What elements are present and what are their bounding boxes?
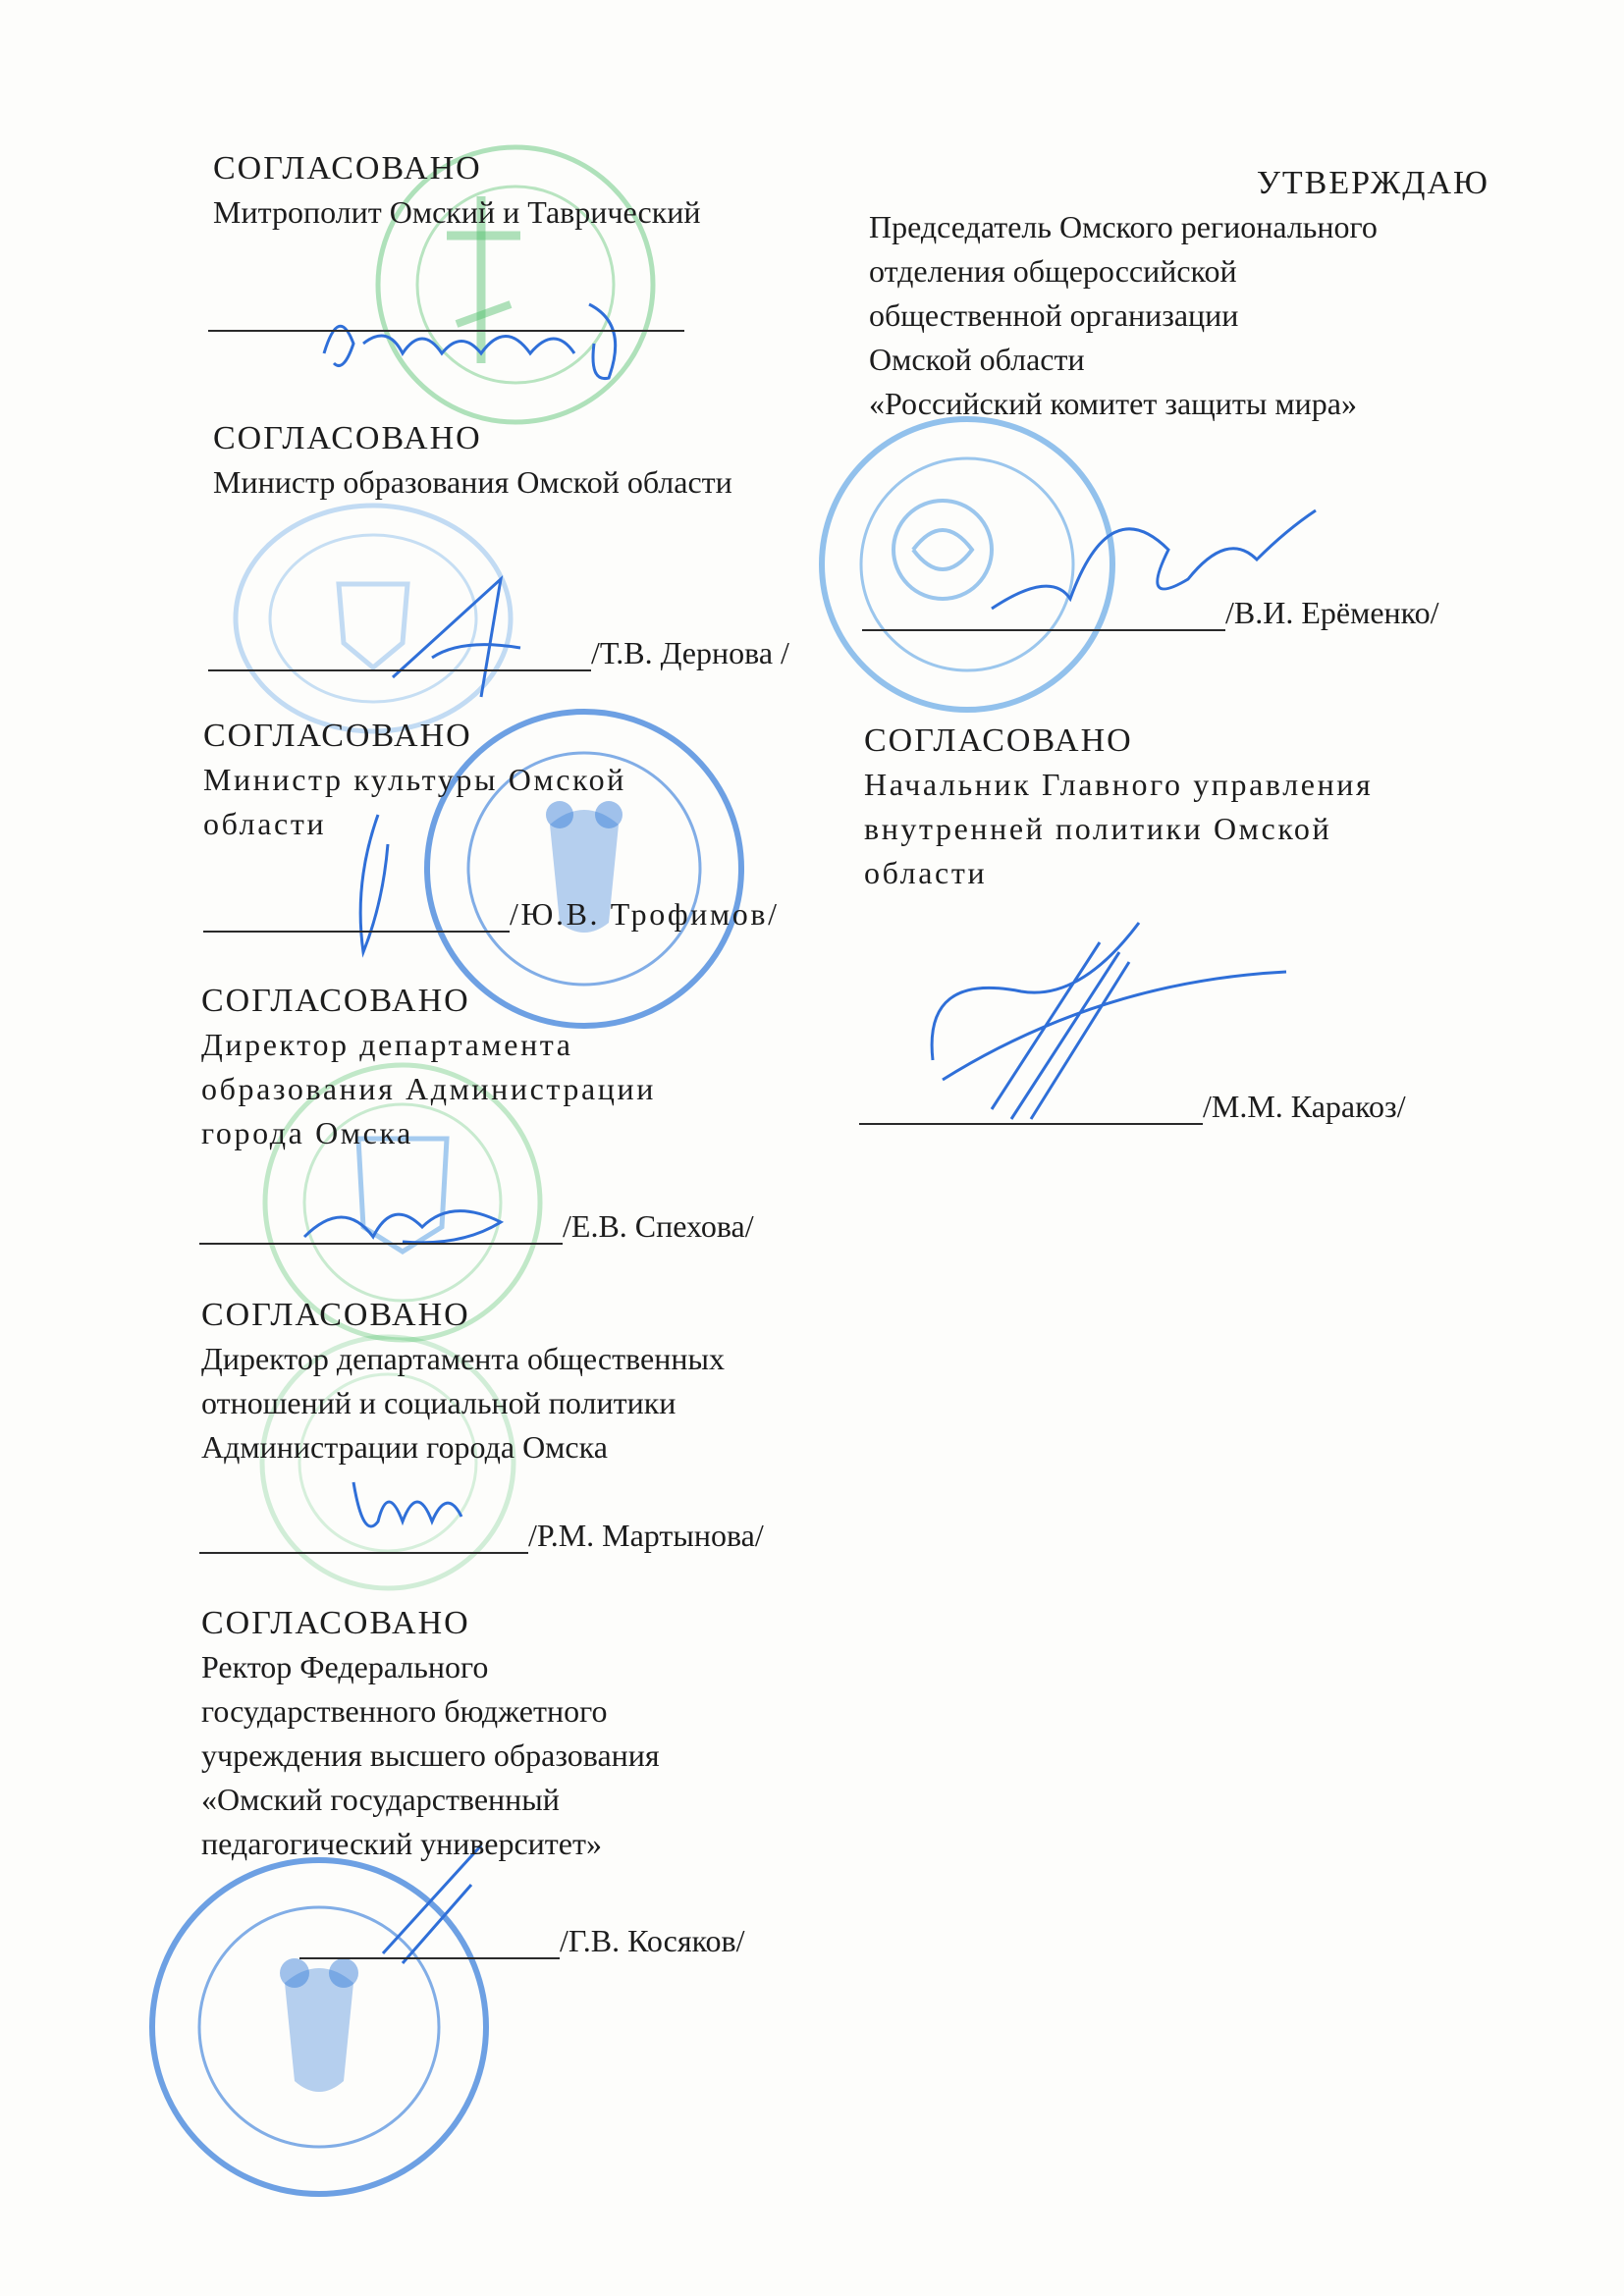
signer-name: /М.М. Каракоз/: [1203, 1089, 1406, 1124]
block-heading: СОГЛАСОВАНО: [201, 1297, 470, 1333]
signature-line-culture-minister: [203, 895, 780, 933]
approval-block-culture-minister: [203, 715, 626, 846]
signer-position: Директор департамента: [201, 1027, 573, 1062]
signer-position: Председатель Омского регионального: [869, 209, 1378, 244]
signature-underline: [208, 329, 684, 332]
signature-underline: [299, 1956, 560, 1959]
signer-position: Митрополит Омский и Таврический: [213, 194, 701, 230]
block-heading: СОГЛАСОВАНО: [203, 718, 472, 754]
signer-name: /Е.В. Спехова/: [563, 1208, 754, 1244]
signature-underline: [199, 1242, 563, 1245]
signer-position: «Российский комитет защиты мира»: [869, 386, 1357, 421]
approval-block-social-policy-department: [201, 1294, 725, 1469]
signature-underline: [859, 1122, 1203, 1125]
signer-position: Министр образования Омской области: [213, 464, 732, 500]
signer-position: Администрации города Омска: [201, 1429, 608, 1465]
block-heading: СОГЛАСОВАНО: [864, 722, 1133, 759]
signer-position: Ректор Федерального: [201, 1649, 489, 1684]
signer-name: /Ю.В. Трофимов/: [510, 896, 780, 932]
signer-position: государственного бюджетного: [201, 1693, 608, 1729]
approval-block-metropolitan: [213, 147, 701, 235]
signature-line-internal-policy: [859, 1088, 1406, 1125]
block-heading: СОГЛАСОВАНО: [201, 1605, 470, 1641]
signer-position: учреждения высшего образования: [201, 1737, 660, 1773]
signer-name: /Г.В. Косяков/: [560, 1923, 745, 1958]
signature-line-education-minister: [208, 634, 789, 671]
block-heading: СОГЛАСОВАНО: [213, 150, 482, 187]
signer-position: Омской области: [869, 342, 1085, 377]
block-heading: УТВЕРЖДАЮ: [1256, 165, 1489, 201]
signer-position: внутренней политики Омской: [864, 811, 1332, 846]
signer-position: Министр культуры Омской: [203, 762, 626, 797]
approval-block-internal-policy: [864, 720, 1373, 895]
approval-block-peace-committee: [869, 162, 1489, 426]
signature-metropolitan-icon: [295, 285, 648, 393]
double-headed-eagle-seal-icon: [137, 1845, 501, 2209]
signer-name: /Р.М. Мартынова/: [528, 1518, 764, 1553]
signature-underline: [862, 628, 1225, 631]
signature-line-university-rector: [299, 1922, 745, 1959]
signer-position: области: [203, 806, 327, 841]
signature-underline: [199, 1551, 528, 1554]
signer-position: Начальник Главного управления: [864, 767, 1374, 802]
signer-position: педагогический университет»: [201, 1826, 602, 1861]
signature-line-social-policy-department: [199, 1517, 764, 1554]
signer-position: Директор департамента общественных: [201, 1341, 725, 1376]
signature-line-metropolitan: [208, 329, 684, 332]
signer-position: области: [864, 855, 988, 890]
block-heading: СОГЛАСОВАНО: [201, 983, 470, 1019]
approval-block-education-department: [201, 980, 656, 1155]
signer-position: «Омский государственный: [201, 1782, 560, 1817]
approval-block-education-minister: [213, 417, 732, 505]
signer-position: отделения общероссийской: [869, 253, 1237, 289]
signer-name: /В.И. Ерёменко/: [1225, 595, 1439, 630]
signature-underline: [208, 668, 591, 671]
dove-seal-icon: [805, 402, 1129, 726]
signer-position: образования Администрации: [201, 1071, 656, 1106]
approval-block-university-rector: [201, 1602, 660, 1866]
signature-line-education-department: [199, 1207, 754, 1245]
block-heading: СОГЛАСОВАНО: [213, 420, 482, 456]
coat-of-arms-seal-icon: [206, 496, 560, 751]
signer-position: города Омска: [201, 1115, 413, 1150]
signature-line-peace-committee: [862, 594, 1438, 631]
signer-name: /Т.В. Дернова /: [591, 635, 789, 670]
signature-underline: [203, 930, 510, 933]
signer-position: отношений и социальной политики: [201, 1385, 677, 1420]
signature-education-minister-icon: [373, 550, 550, 707]
signer-position: общественной организации: [869, 297, 1239, 333]
